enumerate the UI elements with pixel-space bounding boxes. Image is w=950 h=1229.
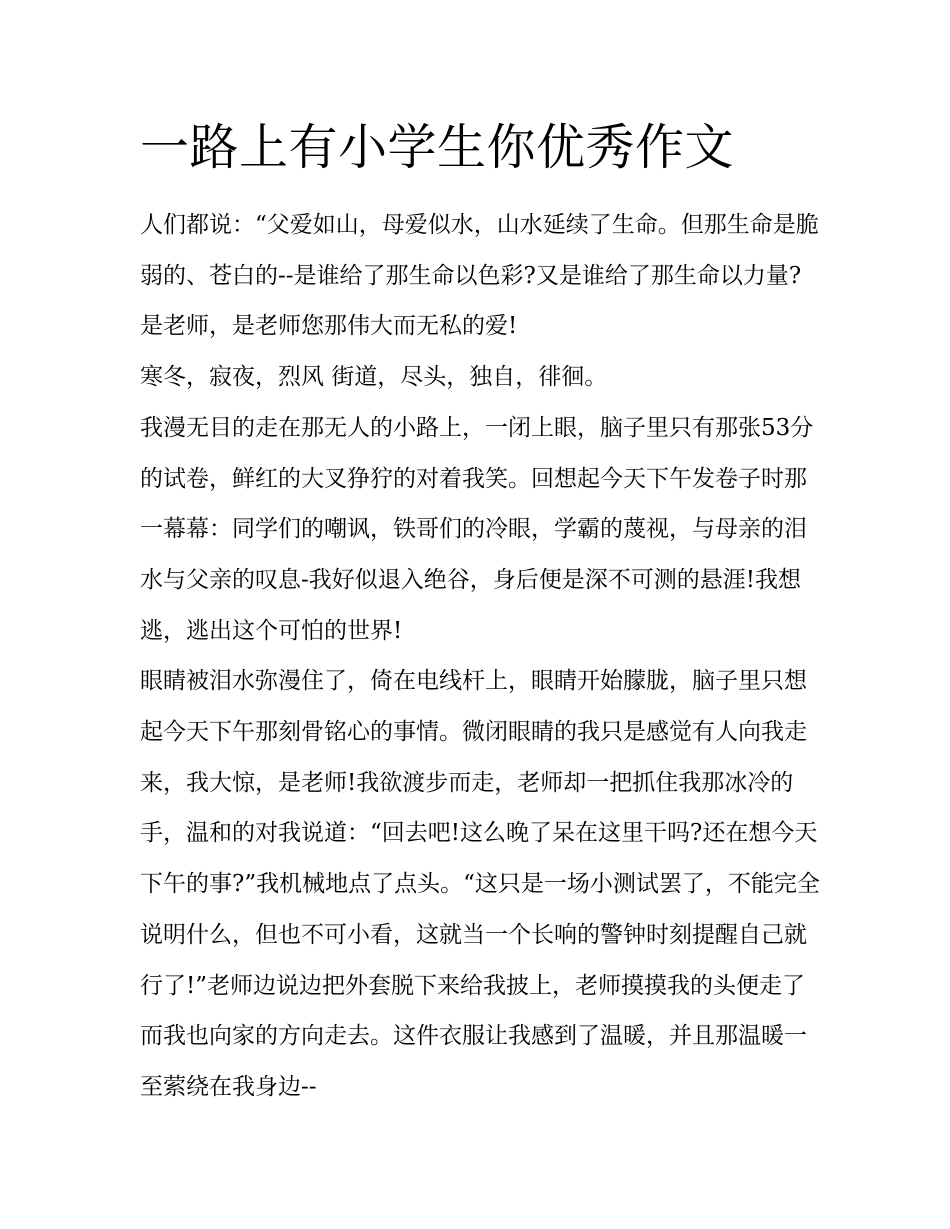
paragraph-2: 寒冬，寂夜，烈风 街道，尽头，独自，徘徊。 xyxy=(140,364,608,391)
document-title: 一路上有小学生你优秀作文 xyxy=(140,119,735,176)
document-page xyxy=(140,118,820,1113)
paragraph-1: 人们都说：“父爱如山，母爱似水，山水延续了生命。但那生命是脆弱的、苍白的--是谁给了那生命以色彩?又是谁给了那生命以力量?是老师，是老师您那伟大而无私的爱! xyxy=(140,212,819,340)
paragraph-3: 我漫无目的走在那无人的小路上，一闭上眼，脑子里只有那张53分的试卷，鲜红的大叉狰狞的对着我笑。回想起今天下午发卷子时那一幕幕：同学们的嘲讽，铁哥们的冷眼，学霸的蔑视，与母亲的泪水与父亲的叹息-我好似退入绝谷，身后便是深不可测的悬涯!我想逃，逃出这个可怕的世界! xyxy=(140,414,814,644)
paragraph-4: 眼睛被泪水弥漫住了，倚在电线杆上，眼睛开始朦胧，脑子里只想起今天下午那刻骨铭心的事情。微闭眼睛的我只是感觉有人向我走来，我大惊，是老师!我欲渡步而走，老师却一把抓住我那冰冷的手，温和的对我说道：“回去吧!这么晚了呆在这里干吗?还在想今天下午的事?”我机械地点了点头。“这只是一场小测试罢了，不能完全说明什么，但也不可小看，这就当一个长响的警钟时刻提醒自己就行了!”老师边说边把外套脱下来给我披上，老师摸摸我的头便走了而我也向家的方向走去。这件衣服让我感到了温暖，并且那温暖一至萦绕在我身边-- xyxy=(140,668,820,1100)
